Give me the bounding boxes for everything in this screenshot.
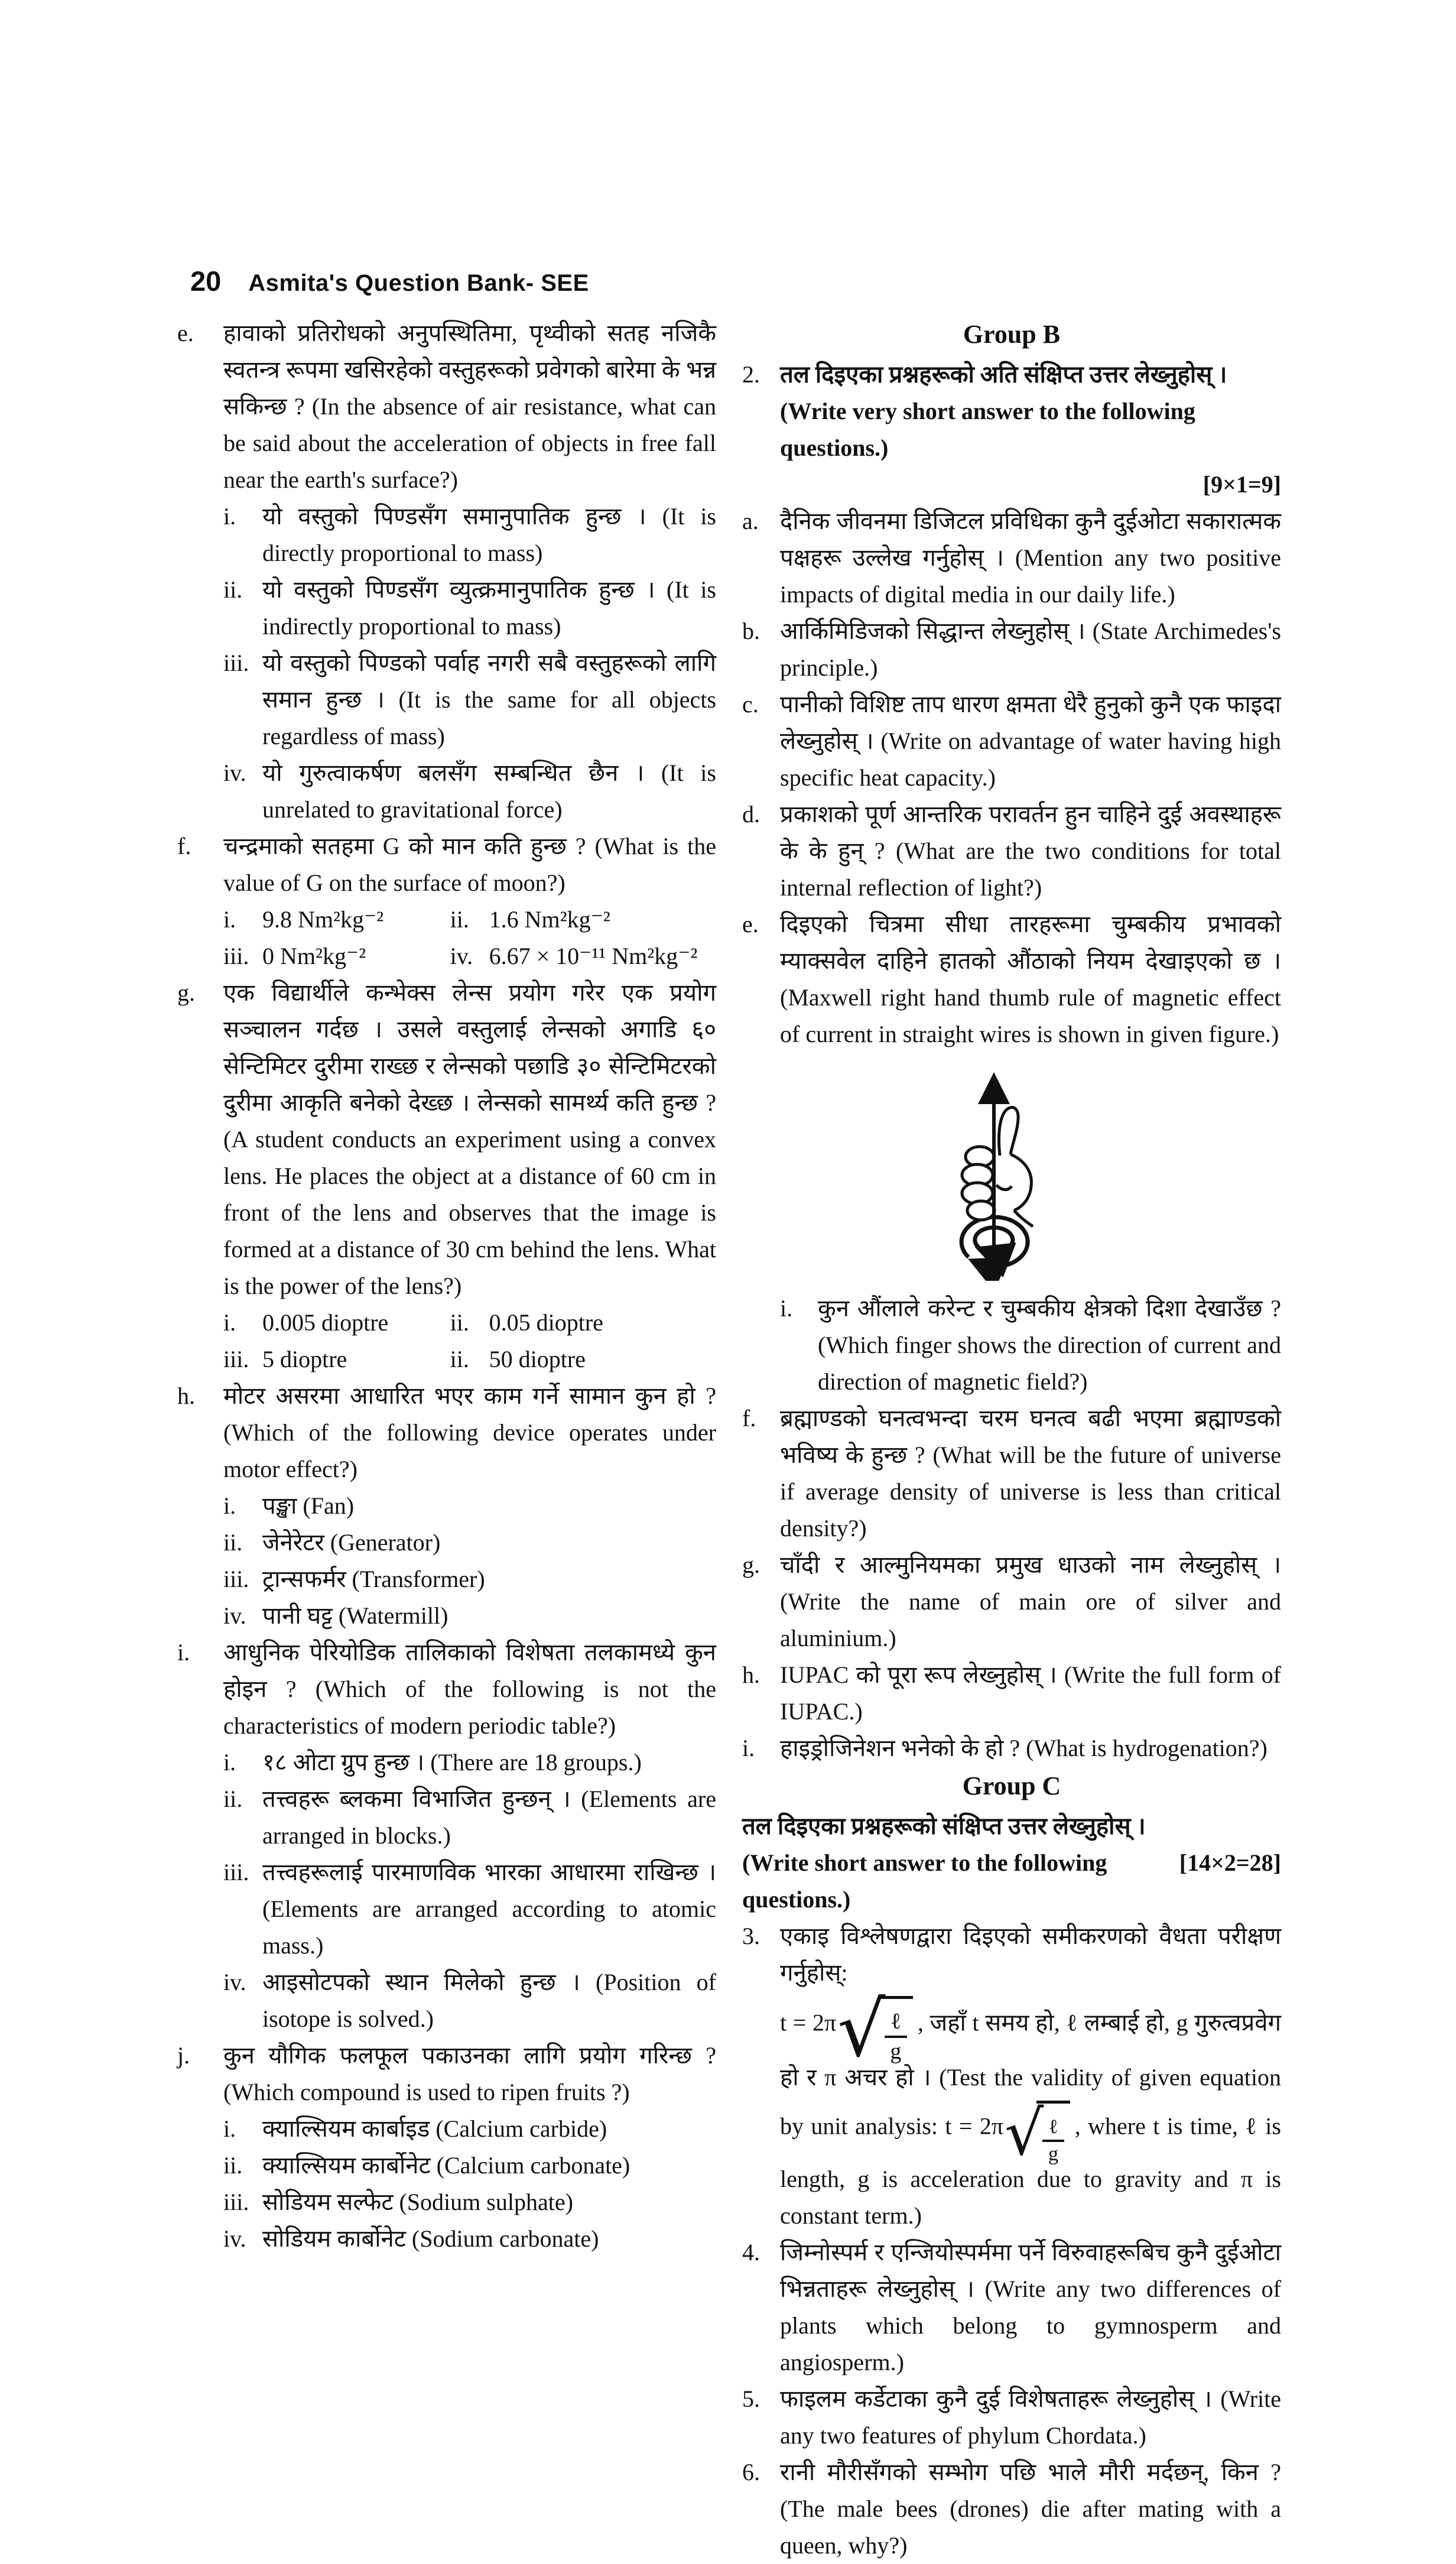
- option-g-ii: [450, 1304, 716, 1341]
- question-6: [742, 2454, 1281, 2564]
- option-label: i.: [223, 1749, 236, 1776]
- option-text: यो वस्तुको पिण्डको पर्वाह नगरी सबै वस्तुहरूको लागि समान हुन्छ । (It is the same for all objects regardless of mass): [262, 650, 716, 749]
- option-j-i: [223, 2111, 716, 2147]
- question-label: f.: [742, 1405, 756, 1432]
- question-2g: [742, 1547, 1281, 1657]
- option-j-iii: [223, 2184, 716, 2221]
- option-text: जेनेरेटर (Generator): [262, 1529, 441, 1556]
- option-label: i.: [223, 906, 236, 933]
- question-label: g.: [177, 979, 195, 1006]
- question-2c: [742, 686, 1281, 796]
- option-text: ट्रान्सफर्मर (Transformer): [262, 1566, 485, 1592]
- question-label: h.: [742, 1661, 760, 1688]
- fraction-denominator: g: [1048, 2143, 1059, 2166]
- question-number: 4.: [742, 2239, 760, 2266]
- option-grid: [223, 1304, 716, 1378]
- page-number: 20: [190, 265, 222, 297]
- page-header: [190, 265, 1281, 297]
- option-h-iii: [223, 1561, 716, 1598]
- fraction-numerator: ℓ: [1042, 2116, 1064, 2142]
- option-text: यो गुरुत्वाकर्षण बलसँग सम्बन्धित छैन । (It is unrelated to gravitational force): [262, 760, 716, 823]
- question-2e-sub-i: [780, 1290, 1281, 1400]
- question-text: मोटर असरमा आधारित भएर काम गर्ने सामान कुन हो ? (Which of the following device operates under motor effect?): [223, 1382, 716, 1482]
- question-label: e.: [177, 320, 194, 346]
- question-text: IUPAC को पूरा रूप लेख्नुहोस् । (Write the full form of IUPAC.): [780, 1661, 1281, 1725]
- question-i: [177, 1634, 716, 2037]
- option-label: ii.: [450, 1309, 469, 1336]
- question-label: e.: [742, 911, 759, 937]
- option-label: ii.: [450, 906, 469, 933]
- option-j-iv: [223, 2221, 716, 2257]
- question-text: आधुनिक पेरियोडिक तालिकाको विशेषता तलकामध्ये कुन होइन ? (Which of the following is not the characteristics of modern periodic table?): [223, 1639, 716, 1739]
- question-text: हावाको प्रतिरोधको अनुपस्थितिमा, पृथ्वीको सतह नजिकै स्वतन्त्र रूपमा खसिरहेको वस्तुहरूको प्रवेगको बारेमा के भन्न सकिन्छ ? (In the absence of air resistance, what can be said about the acceleration of objects in free fall near the earth's surface?): [223, 320, 716, 493]
- left-column: [177, 315, 716, 2564]
- question-text: कुन यौगिक फलफूल पकाउनका लागि प्रयोग गरिन्छ ? (Which compound is used to ripen fruits ?): [223, 2042, 716, 2105]
- option-label: iv.: [223, 760, 246, 786]
- question-text: प्रकाशको पूर्ण आन्तरिक परावर्तन हुन चाहिने दुई अवस्थाहरू के के हुन् ? (What are the two conditions for total internal reflection of light?): [780, 801, 1281, 901]
- question-2a: [742, 503, 1281, 613]
- question-label: g.: [742, 1552, 760, 1578]
- option-text: 0.05 dioptre: [489, 1309, 603, 1336]
- question-label: b.: [742, 618, 760, 644]
- fraction-numerator: ℓ: [885, 2009, 907, 2038]
- option-label: iii.: [223, 943, 249, 969]
- question-2e: [742, 906, 1281, 1053]
- two-column-layout: [177, 315, 1281, 2564]
- option-label: iii.: [223, 650, 249, 676]
- option-label: iv.: [223, 1602, 246, 1629]
- option-label: i.: [780, 1295, 793, 1322]
- option-label: iii.: [223, 2189, 249, 2215]
- option-label: iii.: [223, 1346, 249, 1372]
- option-h-ii: [223, 1524, 716, 1561]
- option-text: 1.6 Nm²kg⁻²: [489, 906, 610, 933]
- option-g-iii: [223, 1341, 450, 1378]
- option-text: सोडियम कार्बोनेट (Sodium carbonate): [262, 2225, 599, 2252]
- question-5: [742, 2381, 1281, 2454]
- option-e-ii: [223, 572, 716, 645]
- radical-sign-icon: √: [1005, 2096, 1044, 2169]
- option-label: ii.: [223, 1529, 243, 1556]
- formula-prefix: t = 2π: [780, 2009, 837, 2036]
- question-text: दिइएको चित्रमा सीधा तारहरूमा चुम्बकीय प्रभावको म्याक्सवेल दाहिने हातको औंठाको नियम देखाइएको छ । (Maxwell right hand thumb rule of magnetic effect of current in straight wires is shown in given figure.): [780, 911, 1281, 1047]
- question-text: , where t is time, ℓ is length, g is acceleration due to gravity and π is constant term.): [780, 2112, 1281, 2229]
- question-g: [177, 975, 716, 1378]
- option-text: 0 Nm²kg⁻²: [262, 943, 366, 969]
- question-number: 3.: [742, 1923, 760, 1949]
- option-text: क्याल्सियम कार्बोनेट (Calcium carbonate): [262, 2152, 630, 2179]
- option-text: कुन औंलाले करेन्ट र चुम्बकीय क्षेत्रको दिशा देखाउँछ ? (Which finger shows the direction of current and direction of magnetic field?): [818, 1295, 1281, 1395]
- radical-sign-icon: √: [837, 1985, 886, 2074]
- marks-badge: [9×1=9]: [1202, 471, 1281, 498]
- option-label: ii.: [450, 1346, 469, 1372]
- square-root-expression: [1005, 2096, 1070, 2169]
- question-text: ब्रह्माण्डको घनत्वभन्दा चरम घनत्व बढी भएमा ब्रह्माण्डको भविष्य के हुन्छ ? (What will be the future of universe if average density of universe is less than critical density?): [780, 1405, 1281, 1541]
- question-2-english: (Write very short answer to the following questions.): [780, 398, 1195, 461]
- option-g-i: [223, 1304, 450, 1341]
- option-i-iv: [223, 1964, 716, 2037]
- right-hand-thumb-rule-icon: [919, 1067, 1068, 1281]
- question-4: [742, 2234, 1281, 2381]
- option-text: आइसोटपको स्थान मिलेको हुन्छ । (Position of isotope is solved.): [262, 1969, 716, 2032]
- option-text: पानी घट्ट (Watermill): [262, 1602, 448, 1629]
- option-label: i.: [223, 1309, 236, 1336]
- question-label: d.: [742, 801, 760, 827]
- option-label: iii.: [223, 1859, 249, 1885]
- option-text: यो वस्तुको पिण्डसँग समानुपातिक हुन्छ । (It is directly proportional to mass): [262, 503, 716, 566]
- question-number: 2.: [742, 361, 760, 388]
- question-j: [177, 2037, 716, 2257]
- group-c-english-instruction: [742, 1845, 1281, 1918]
- option-label: ii.: [223, 2152, 243, 2179]
- question-text: , जहाँ t समय हो, ℓ लम्बाई हो, g गुरुत्वप्रवेग हो र π अचर हो । (Test the validity of given equation by unit: [780, 2009, 1281, 2140]
- question-text: फाइलम कर्डेटाका कुनै दुई विशेषताहरू लेख्नुहोस् । (Write any two features of phylum Chordata.): [780, 2386, 1281, 2449]
- option-e-iv: [223, 755, 716, 828]
- question-text: पानीको विशिष्ट ताप धारण क्षमता धेरै हुनुको कुनै एक फाइदा लेख्नुहोस् । (Write on advantage of water having high specific heat capacity.): [780, 691, 1281, 791]
- option-f-ii: [450, 901, 716, 938]
- question-number: 6.: [742, 2459, 760, 2486]
- formula-prefix: analysis: t = 2π: [855, 2112, 1004, 2140]
- option-label: ii.: [223, 1786, 243, 1812]
- question-e: [177, 315, 716, 828]
- question-number: 5.: [742, 2386, 760, 2413]
- question-label: i.: [742, 1735, 755, 1761]
- book-title: Asmita's Question Bank- SEE: [248, 270, 589, 296]
- option-h-iv: [223, 1598, 716, 1634]
- question-3: [742, 1918, 1281, 2234]
- question-text: जिम्नोस्पर्म र एन्जियोस्पर्ममा पर्ने विरुवाहरूबिच कुनै दुईओटा भिन्नताहरू लेख्नुहोस् । (Write any two differences of plants which belong to gymnosperm and angiosperm.): [780, 2239, 1281, 2376]
- option-label: iv.: [223, 2225, 246, 2252]
- question-2-nepali: तल दिइएका प्रश्नहरूको अति संक्षिप्त उत्तर लेख्नुहोस् ।: [780, 361, 1227, 388]
- square-root-expression: [837, 1985, 913, 2074]
- question-2h: [742, 1657, 1281, 1730]
- option-g-iv: [450, 1341, 716, 1378]
- option-text: 50 dioptre: [489, 1346, 586, 1372]
- option-text: तत्त्वहरू ब्लकमा विभाजित हुन्छन् । (Elements are arranged in blocks.): [262, 1786, 716, 1849]
- instruction-text: (Write short answer to the following questions.): [742, 1849, 1107, 1913]
- question-label: a.: [742, 508, 759, 534]
- group-c-heading: Group C: [962, 1771, 1061, 1800]
- option-i-i: [223, 1744, 716, 1781]
- option-j-ii: [223, 2147, 716, 2184]
- right-column: [742, 315, 1281, 2564]
- question-3-intro: एकाइ विश्लेषणद्वारा दिइएको समीकरणको वैधता परीक्षण गर्नुहोस्:: [780, 1923, 1281, 1986]
- question-text: दैनिक जीवनमा डिजिटल प्रविधिका कुनै दुईओटा सकारात्मक पक्षहरू उल्लेख गर्नुहोस् । (Mention any two positive impacts of digital media in our daily life.): [780, 508, 1281, 608]
- option-text: तत्त्वहरूलाई पारमाणविक भारका आधारमा राखिन्छ । (Elements are arranged according to atomic mass.): [262, 1859, 716, 1959]
- question-label: f.: [177, 833, 191, 859]
- question-2f: [742, 1400, 1281, 1547]
- group-c-nepali-instruction: तल दिइएका प्रश्नहरूको संक्षिप्त उत्तर लेख्नुहोस् ।: [742, 1813, 1146, 1839]
- option-label: i.: [223, 503, 236, 530]
- option-label: ii.: [223, 576, 243, 603]
- option-text: 9.8 Nm²kg⁻²: [262, 906, 384, 933]
- question-label: h.: [177, 1382, 195, 1409]
- question-2d: [742, 796, 1281, 906]
- option-text: सोडियम सल्फेट (Sodium sulphate): [262, 2189, 573, 2215]
- option-text: क्याल्सियम कार्बाइड (Calcium carbide): [262, 2115, 607, 2142]
- question-text: चाँदी र आल्मुनियमका प्रमुख धाउको नाम लेख्नुहोस् । (Write the name of main ore of silver and aluminium.): [780, 1552, 1281, 1651]
- option-grid: [223, 901, 716, 975]
- question-text: रानी मौरीसँगको सम्भोग पछि भाले मौरी मर्दछन्, किन ? (The male bees (drones) die after mating with a queen, why?): [780, 2459, 1281, 2559]
- group-b-heading: Group B: [963, 320, 1061, 349]
- question-3-body: [780, 1985, 1281, 2234]
- option-label: iv.: [450, 943, 473, 969]
- option-label: iv.: [223, 1969, 246, 1995]
- option-e-iii: [223, 645, 716, 755]
- option-text: 6.67 × 10⁻¹¹ Nm²kg⁻²: [489, 943, 698, 969]
- option-f-i: [223, 901, 450, 938]
- marks-badge: [14×2=28]: [1179, 1849, 1281, 1876]
- option-f-iii: [223, 938, 450, 975]
- question-label: j.: [177, 2042, 190, 2069]
- option-i-ii: [223, 1781, 716, 1854]
- question-h: [177, 1378, 716, 1634]
- right-hand-thumb-rule-figure: [742, 1053, 1281, 1290]
- option-label: iii.: [223, 1566, 249, 1592]
- question-text: चन्द्रमाको सतहमा G को मान कति हुन्छ ? (What is the value of G on the surface of moon?): [223, 833, 716, 896]
- option-text: 5 dioptre: [262, 1346, 347, 1372]
- option-e-i: [223, 498, 716, 572]
- question-2b: [742, 613, 1281, 686]
- question-2: [742, 356, 1281, 466]
- option-h-i: [223, 1488, 716, 1524]
- option-text: 0.005 dioptre: [262, 1309, 389, 1336]
- question-text: हाइड्रोजिनेशन भनेको के हो ? (What is hydrogenation?): [780, 1735, 1268, 1761]
- option-i-iii: [223, 1854, 716, 1964]
- question-text: एक विद्यार्थीले कन्भेक्स लेन्स प्रयोग गरेर एक प्रयोग सञ्चालन गर्दछ । उसले वस्तुलाई लेन्सको अगाडि ६० सेन्टिमिटर दुरीमा राख्छ र लेन्सको पछाडि ३० सेन्टिमिटरको दुरीमा आकृति बनेको देख्छ । लेन्सको सामर्थ्य कति हुन्छ ? (A student conducts an experiment using a convex lens. He places the object at a distance of 60 cm in front of the lens and observes that the image is formed at a distance of 30 cm behind the lens. What is the power of the lens?): [223, 979, 716, 1299]
- option-f-iv: [450, 938, 716, 975]
- question-label: i.: [177, 1639, 190, 1666]
- question-text: आर्किमिडिजको सिद्धान्त लेख्नुहोस् । (State Archimedes's principle.): [780, 618, 1281, 681]
- option-text: १८ ओटा ग्रुप हुन्छ । (There are 18 groups.): [262, 1749, 642, 1776]
- question-label: c.: [742, 691, 759, 718]
- option-text: यो वस्तुको पिण्डसँग व्युत्क्रमानुपातिक हुन्छ । (It is indirectly proportional to mass): [262, 576, 716, 640]
- option-text: पङ्खा (Fan): [262, 1492, 355, 1519]
- question-f: [177, 828, 716, 975]
- fraction-denominator: g: [890, 2039, 902, 2064]
- question-2i: [742, 1730, 1281, 1767]
- option-label: i.: [223, 2115, 236, 2142]
- option-label: i.: [223, 1492, 236, 1519]
